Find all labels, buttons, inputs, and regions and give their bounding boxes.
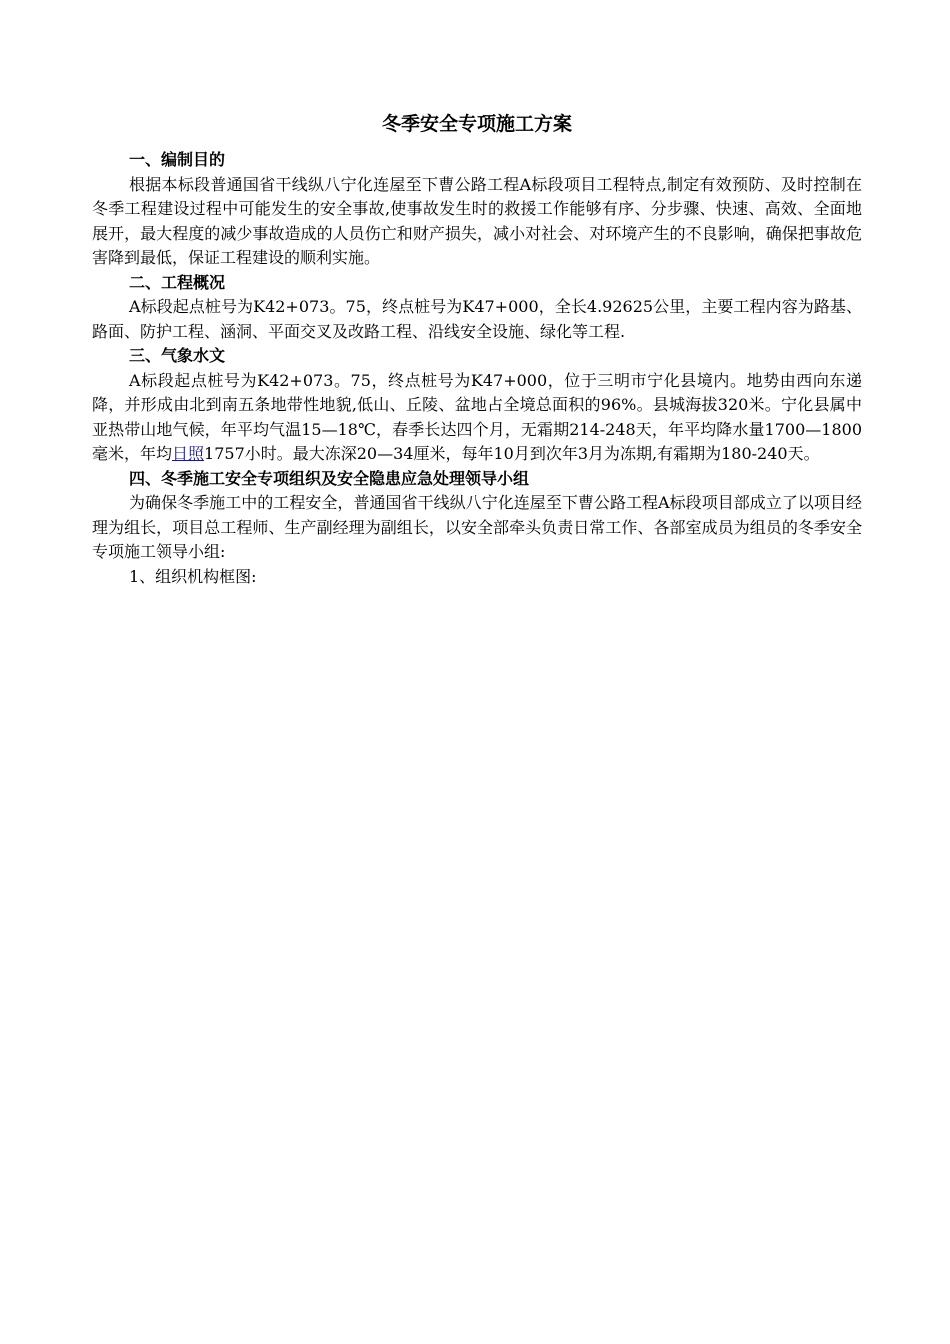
document-title: 冬季安全专项施工方案	[381, 113, 572, 135]
section-text-climate	[92, 369, 862, 467]
section-text-purpose: 根据本标段普通国省干线纵八宁化连屋至下曹公路工程A标段项目工程特点,制定有效预防、及时控制在冬季工程建设过程中可能发生的安全事故,使事故发生时的救援工作能够有序、分步骤、快速、高效、全面地展开，最大程度的减少事故造成的人员伤亡和财产损失，减小对社会、对环境产生的不良影响，确保把事故危害降到最低，保证工程建设的顺利实施。	[92, 174, 862, 267]
org-chart-item: 1、组织机构框图:	[129, 566, 257, 586]
sunshine-link[interactable]: 日照	[172, 444, 205, 463]
climate-text-part1: A标段起点桩号为K42+073。75，终点桩号为K47+000，位于三明市宁化县境内。地势由西向东递降，并形成由北到南五条地带性地貌,低山、丘陵、盆地占全境总面积的96%。县城海拔320米。宁化县属中亚热带山地气候，年平均气温15—18℃，春季长达四个月，无霜期214-248天，年平均降水量1700—1800毫米，年均	[92, 370, 862, 463]
section-heading-organization: 四、冬季施工安全专项组织及安全隐患应急处理领导小组	[129, 468, 530, 488]
section-text-overview: A标段起点桩号为K42+073。75，终点桩号为K47+000，全长4.92625公里，主要工程内容为路基、路面、防护工程、涵洞、平面交叉及改路工程、沿线安全设施、绿化等工程.	[92, 297, 862, 341]
section-heading-purpose: 一、编制目的	[129, 150, 226, 169]
climate-text-part2: 1757小时。最大冻深20—34厘米，每年10月到次年3月为冻期,有霜期为180-240天。	[204, 444, 820, 463]
section-heading-overview: 二、工程概况	[129, 272, 226, 292]
section-text-organization: 为确保冬季施工中的工程安全，普通国省干线纵八宁化连屋至下曹公路工程A标段项目部成立了以项目经理为组长，项目总工程师、生产副经理为副组长，以安全部牵头负责日常工作、各部室成员为组员的冬季安全专项施工领导小组:	[92, 493, 862, 561]
document-page	[92, 110, 862, 589]
section-heading-climate: 三、气象水文	[129, 346, 226, 365]
